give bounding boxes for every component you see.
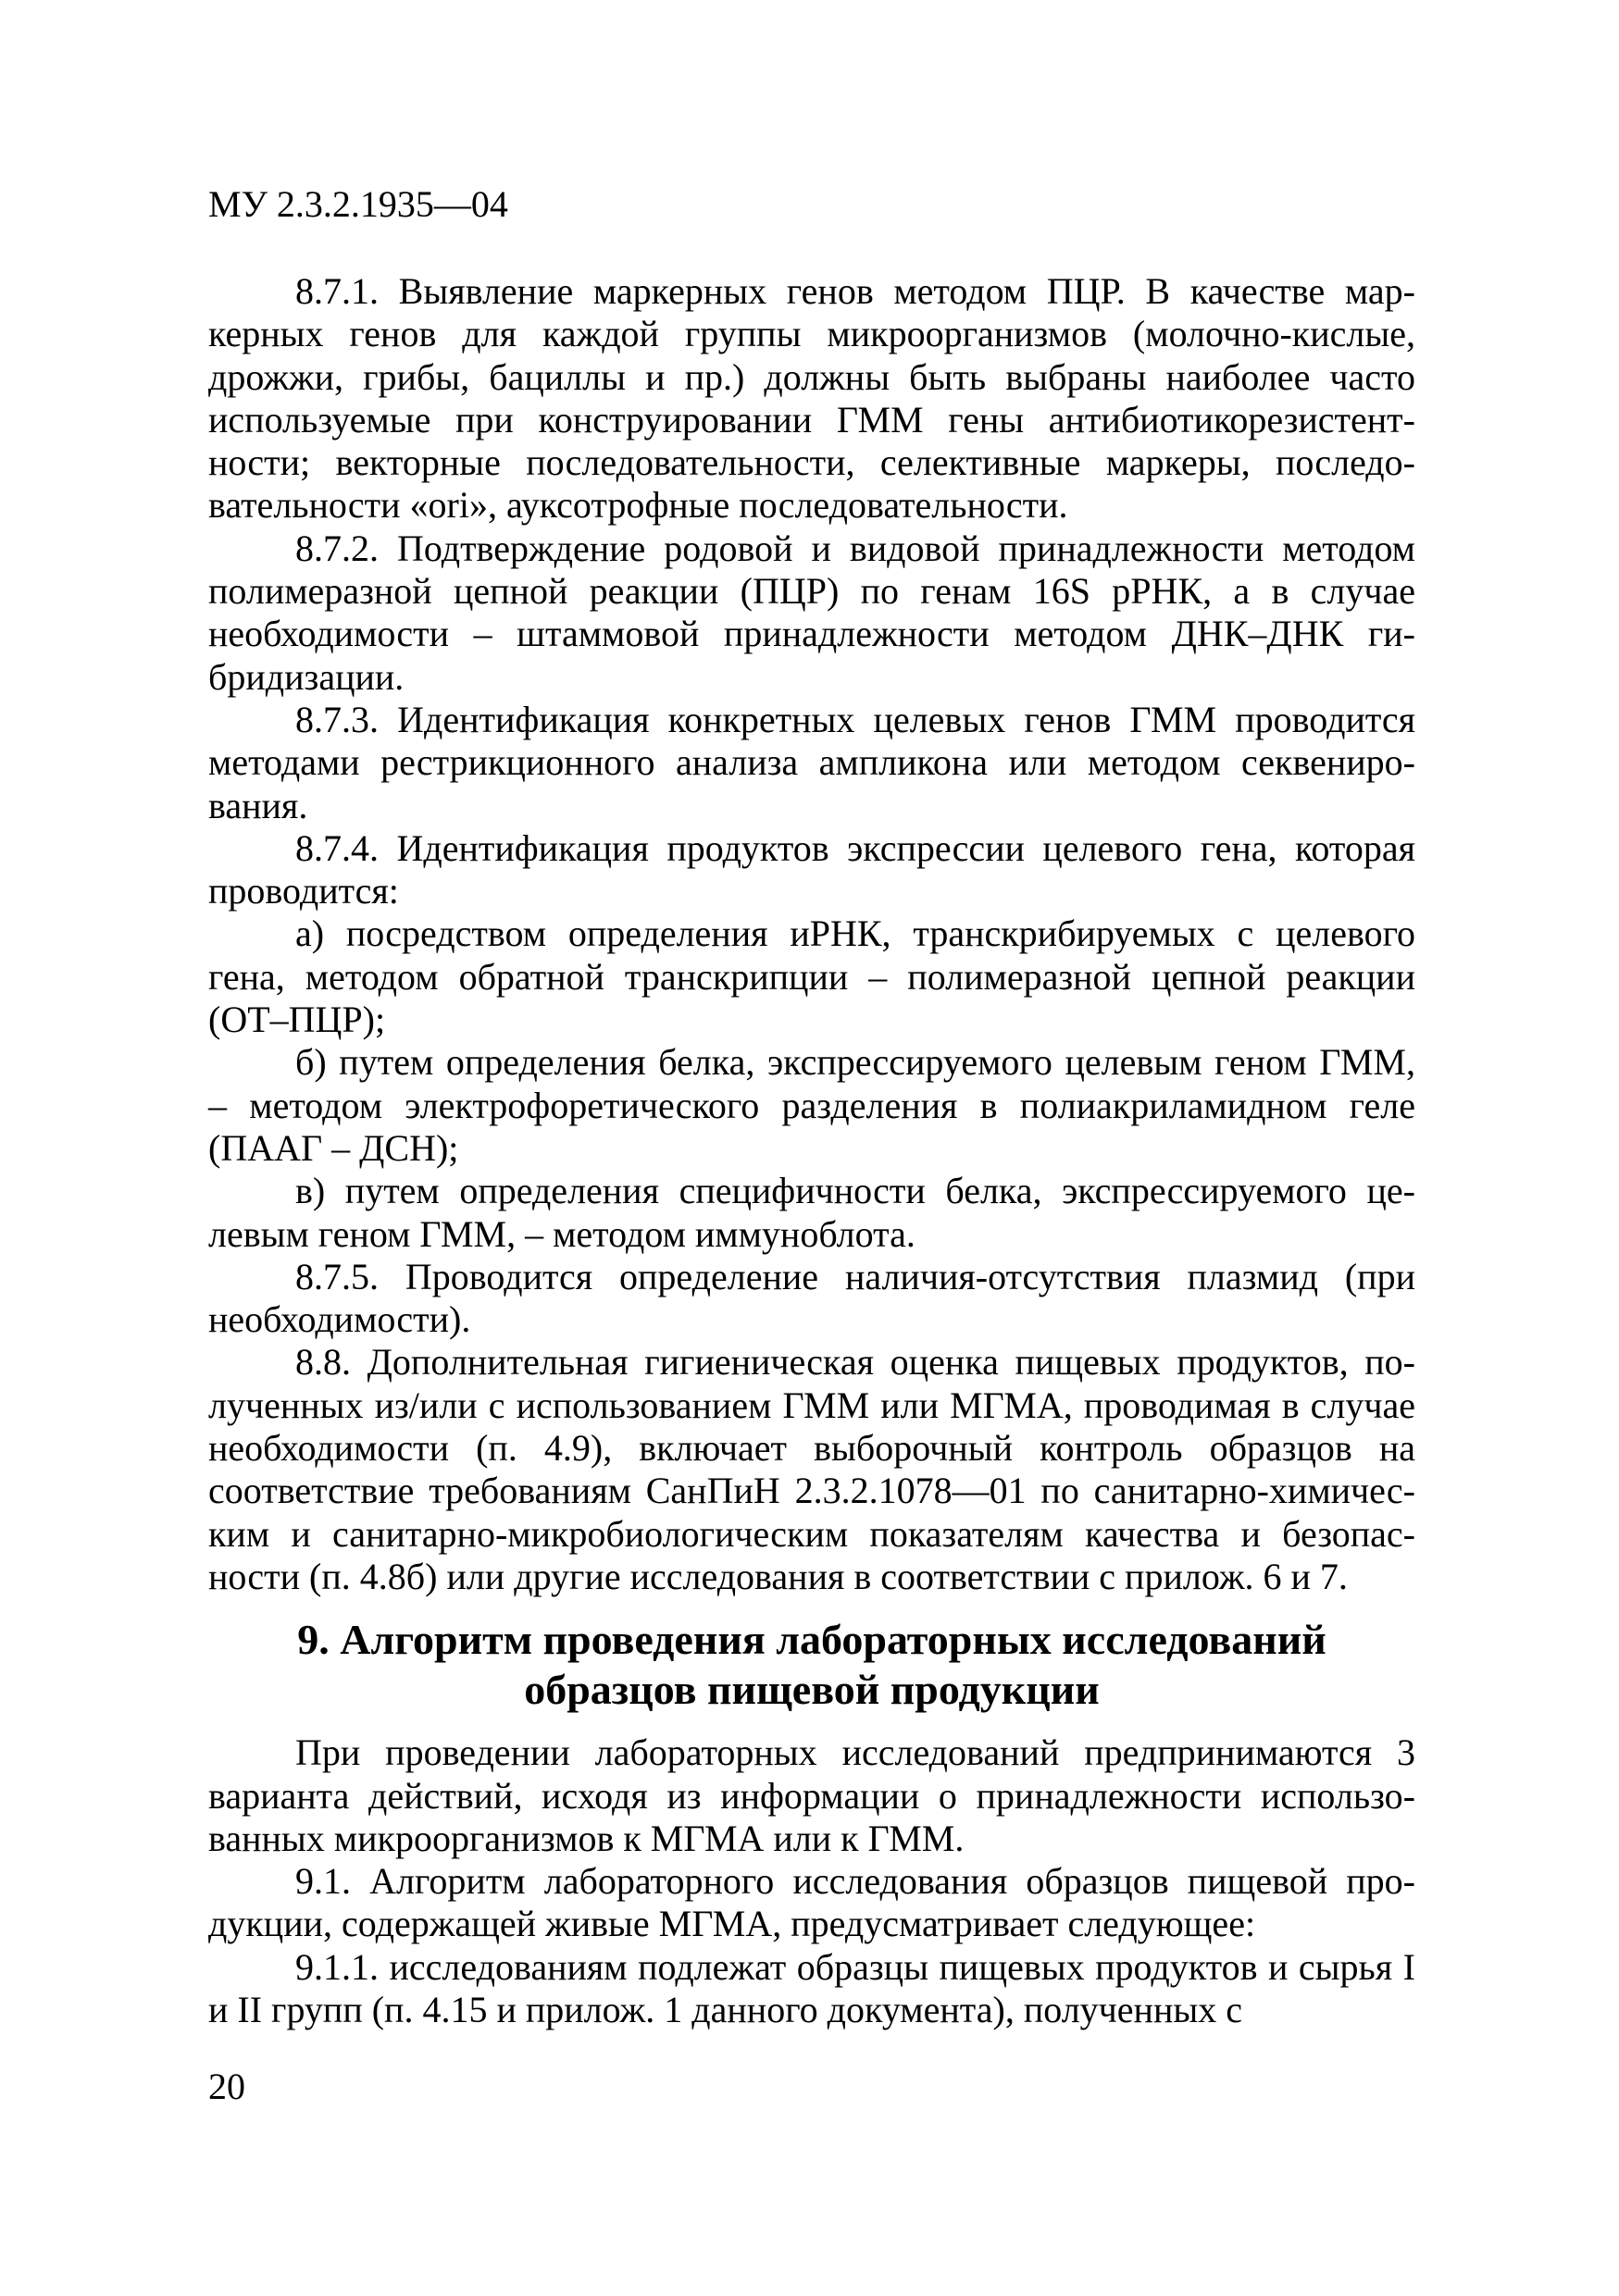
- section-heading-line2: образцов пищевой продукции: [524, 1666, 1100, 1714]
- page-number: 20: [208, 2066, 245, 2107]
- paragraph-8-7-4: 8.7.4. Идентификация продуктов экспрессии целевого гена, которая проводится:: [208, 826, 1415, 912]
- section-heading-line1: 9. Алгоритм проведения лабораторных исследований: [297, 1616, 1326, 1664]
- body-text: [208, 270, 1415, 2031]
- document-code-header: МУ 2.3.2.1935—04: [208, 183, 508, 225]
- list-item-a: а) посредством определения иРНК, транскрибируемых с целевого гена, методом обратной транскрипции – полимеразной цепной реакции (ОТ–ПЦР);: [208, 912, 1415, 1041]
- list-item-b: б) путем определения белка, экспрессируемого целевым геном ГММ, – методом электрофоретического разделения в полиакриламидном геле (ПААГ – ДСН);: [208, 1041, 1415, 1169]
- paragraph-9-1: 9.1. Алгоритм лабораторного исследования образцов пищевой продукции, содержащей живые МГМА, предусматривает следующее:: [208, 1860, 1415, 1945]
- list-item-v: в) путем определения специфичности белка, экспрессируемого целевым геном ГММ, – методом иммуноблота.: [208, 1170, 1415, 1255]
- paragraph-8-7-1: 8.7.1. Выявление маркерных генов методом ПЦР. В качестве маркерных генов для каждой группы микроорганизмов (молочно-кислые, дрожжи, грибы, бациллы и пр.) должны быть выбраны наиболее часто используемые при конструировании ГММ гены антибиотикорезистентности; векторные последовательности, селективные маркеры, последовательности «ori», ауксотрофные последовательности.: [208, 270, 1415, 527]
- paragraph-9-1-1: 9.1.1. исследованиям подлежат образцы пищевых продуктов и сырья I и II групп (п. 4.15 и прилож. 1 данного документа), полученных с: [208, 1945, 1415, 2030]
- paragraph-8-7-5: 8.7.5. Проводится определение наличия-отсутствия плазмид (при необходимости).: [208, 1255, 1415, 1341]
- paragraph-8-7-3: 8.7.3. Идентификация конкретных целевых генов ГММ проводится методами рестрикционного анализа ампликона или методом секвенирования.: [208, 698, 1415, 826]
- paragraph-8-7-2: 8.7.2. Подтверждение родовой и видовой принадлежности методом полимеразной цепной реакции (ПЦР) по генам 16S рРНК, а в случае необходимости – штаммовой принадлежности методом ДНК–ДНК гибридизации.: [208, 527, 1415, 698]
- paragraph-9-intro: При проведении лабораторных исследований предпринимаются 3 варианта действий, исходя из информации о принадлежности использованных микроорганизмов к МГМА или к ГММ.: [208, 1731, 1415, 1859]
- section-heading: [208, 1615, 1415, 1715]
- paragraph-8-8: 8.8. Дополнительная гигиеническая оценка пищевых продуктов, полученных из/или с использованием ГММ или МГМА, проводимая в случае необходимости (п. 4.9), включает выборочный контроль образцов на соответствие требованиям СанПиН 2.3.2.1078—01 по санитарно-химическим и санитарно-микробиологическим показателям качества и безопасности (п. 4.8б) или другие исследования в соответствии с прилож. 6 и 7.: [208, 1341, 1415, 1597]
